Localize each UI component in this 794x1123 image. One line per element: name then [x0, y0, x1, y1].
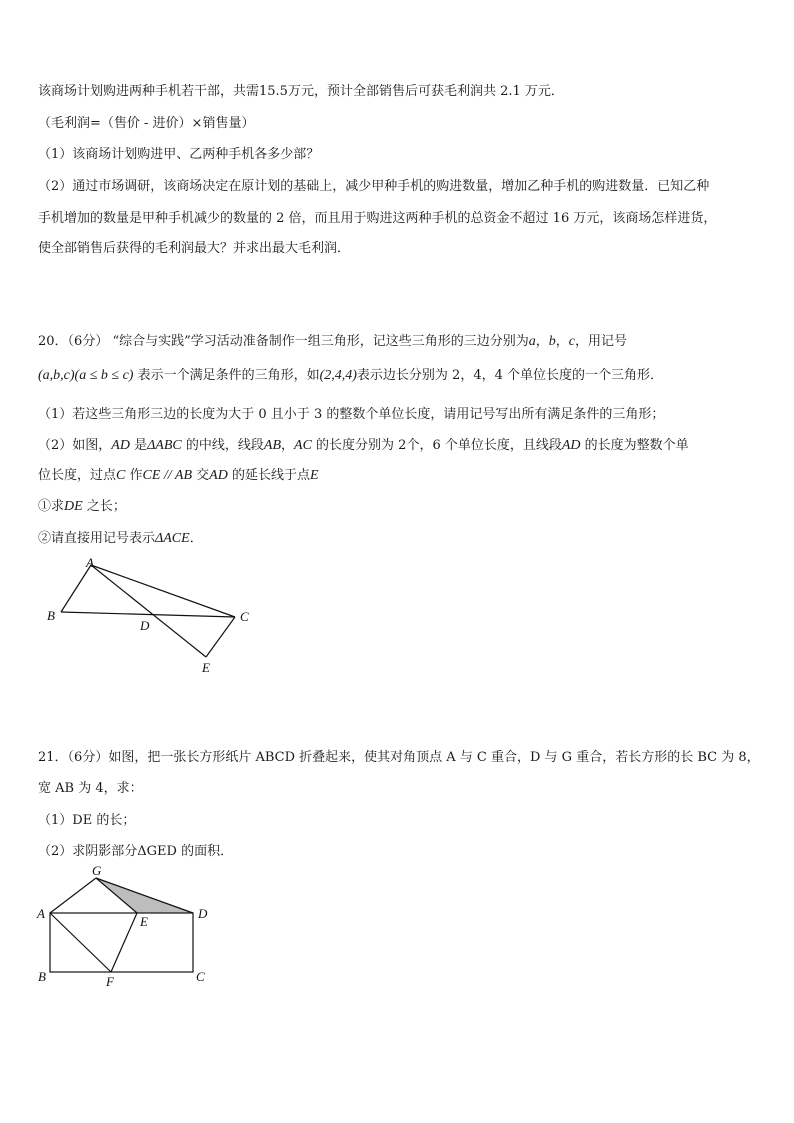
- q21-figure: [30, 862, 220, 992]
- q20-stem-text3: 表示边长分别为 2，4，4 个单位长度的一个三角形．: [356, 368, 663, 383]
- q20-sub1: [38, 498, 126, 516]
- q19-line1: 该商场计划购进两种手机若干部，共需15.5万元，预计全部销售后可获毛利润共 2.1 万元．: [38, 84, 564, 99]
- segment-ef: [111, 913, 137, 972]
- math-de: DE: [64, 499, 83, 514]
- label-e: E: [140, 914, 148, 929]
- q21-stem-line2: 宽 AB 为 4，求：: [38, 781, 143, 796]
- text: （2）如图，: [38, 438, 112, 453]
- text: 之长；: [82, 499, 126, 514]
- math-ce-parallel-ab: CE // AB: [142, 468, 193, 483]
- text: 位长度，过点: [38, 468, 117, 483]
- label-c: C: [196, 969, 205, 984]
- q20-stem-end: ，用记号: [575, 334, 628, 349]
- rectangle-abcd: [50, 913, 193, 972]
- q21-part1: （1）DE 的长；: [38, 813, 136, 828]
- q20-part1: （1）若这些三角形三边的长度为大于 0 且小于 3 的整数个单位长度，请用记号写出所有满足条件的三角形；: [38, 407, 665, 422]
- q19-part2-line2: 手机增加的数量是甲种手机减少的数量的 2 倍，而且用于购进这两种手机的总资金不超过 16 万元，该商场怎样进货，: [38, 211, 717, 226]
- label-a: A: [37, 906, 45, 921]
- text: 作: [125, 468, 143, 483]
- math-ab: AB: [263, 438, 282, 453]
- q21-stem-line1: 21．（6分）如图，把一张长方形纸片 ABCD 折叠起来，使其对角顶点 A 与 C 重合，D 与 G 重合，若长方形的长 BC 为 8，: [38, 750, 760, 765]
- text: 是: [129, 438, 148, 453]
- label-e: E: [202, 660, 210, 675]
- label-d: D: [198, 906, 208, 921]
- var-a: a: [528, 334, 536, 349]
- separator: ，: [535, 334, 549, 349]
- text: 的延长线于点: [227, 468, 310, 483]
- text: ，: [281, 438, 295, 453]
- q21-part2: （2）求阴影部分ΔGED 的面积．: [38, 844, 234, 859]
- label-b: B: [38, 969, 46, 984]
- q19-formula: （毛利润=（售价 - 进价）×销售量）: [38, 116, 255, 131]
- math-ad: AD: [209, 468, 228, 483]
- var-b: b: [548, 334, 556, 349]
- text: 交: [192, 468, 210, 483]
- math-abc: ΔABC: [147, 438, 182, 453]
- math-ac: AC: [294, 438, 312, 453]
- label-c: C: [240, 609, 249, 624]
- notation-formula: (a,b,c)(a ≤ b ≤ c): [38, 368, 134, 383]
- q20-stem-text: 20．（6分） “综合与实践”学习活动准备制作一组三角形，记这些三角形的三边分别为: [38, 334, 529, 349]
- text: 的中线，线段: [181, 438, 264, 453]
- q20-stem-text2: 表示一个满足条件的三角形，如: [133, 368, 320, 383]
- segment-ae: [91, 565, 206, 657]
- text: 的长度分别为 2个，6 个单位长度，且线段: [311, 438, 562, 453]
- q19-part1: （1）该商场计划购进甲、乙两种手机各多少部？: [38, 147, 320, 162]
- segment-ag: [50, 878, 96, 913]
- segment-bc: [61, 612, 235, 617]
- segment-ce: [206, 617, 235, 657]
- math-e: E: [309, 468, 319, 483]
- separator: ，: [555, 334, 569, 349]
- q20-sub2: [38, 530, 203, 548]
- label-g: G: [92, 863, 102, 878]
- q20-part2-line2: [38, 467, 319, 485]
- segment-af: [50, 913, 111, 972]
- q20-stem-line2: [38, 367, 663, 385]
- text: 的长度为整数个单: [580, 438, 689, 453]
- text: ①求: [38, 499, 65, 514]
- label-b: B: [47, 608, 55, 623]
- math-ad: AD: [111, 438, 130, 453]
- var-c: c: [568, 334, 575, 349]
- q19-part2-line3: 使全部销售后获得的毛利润最大？并求出最大毛利润．: [38, 241, 351, 256]
- label-a: A: [86, 555, 94, 570]
- segment-ac: [91, 565, 235, 617]
- text: ②请直接用记号表示: [38, 531, 156, 546]
- label-f: F: [106, 974, 114, 989]
- segment-ab: [61, 565, 91, 612]
- math-c: C: [116, 468, 126, 483]
- q20-part2-line1: [38, 437, 689, 455]
- q20-figure: [40, 555, 270, 680]
- q19-part2-line1: （2）通过市场调研，该商场决定在原计划的基础上，减少甲种手机的购进数量，增加乙种手机的购进数量．已知乙种: [38, 179, 710, 194]
- math-ace: ΔACE: [155, 531, 190, 546]
- math-ad: AD: [561, 438, 581, 453]
- example-formula: (2,4,4): [319, 368, 357, 383]
- text: ．: [189, 531, 203, 546]
- q20-stem-line1: [38, 333, 627, 351]
- label-d: D: [140, 618, 150, 633]
